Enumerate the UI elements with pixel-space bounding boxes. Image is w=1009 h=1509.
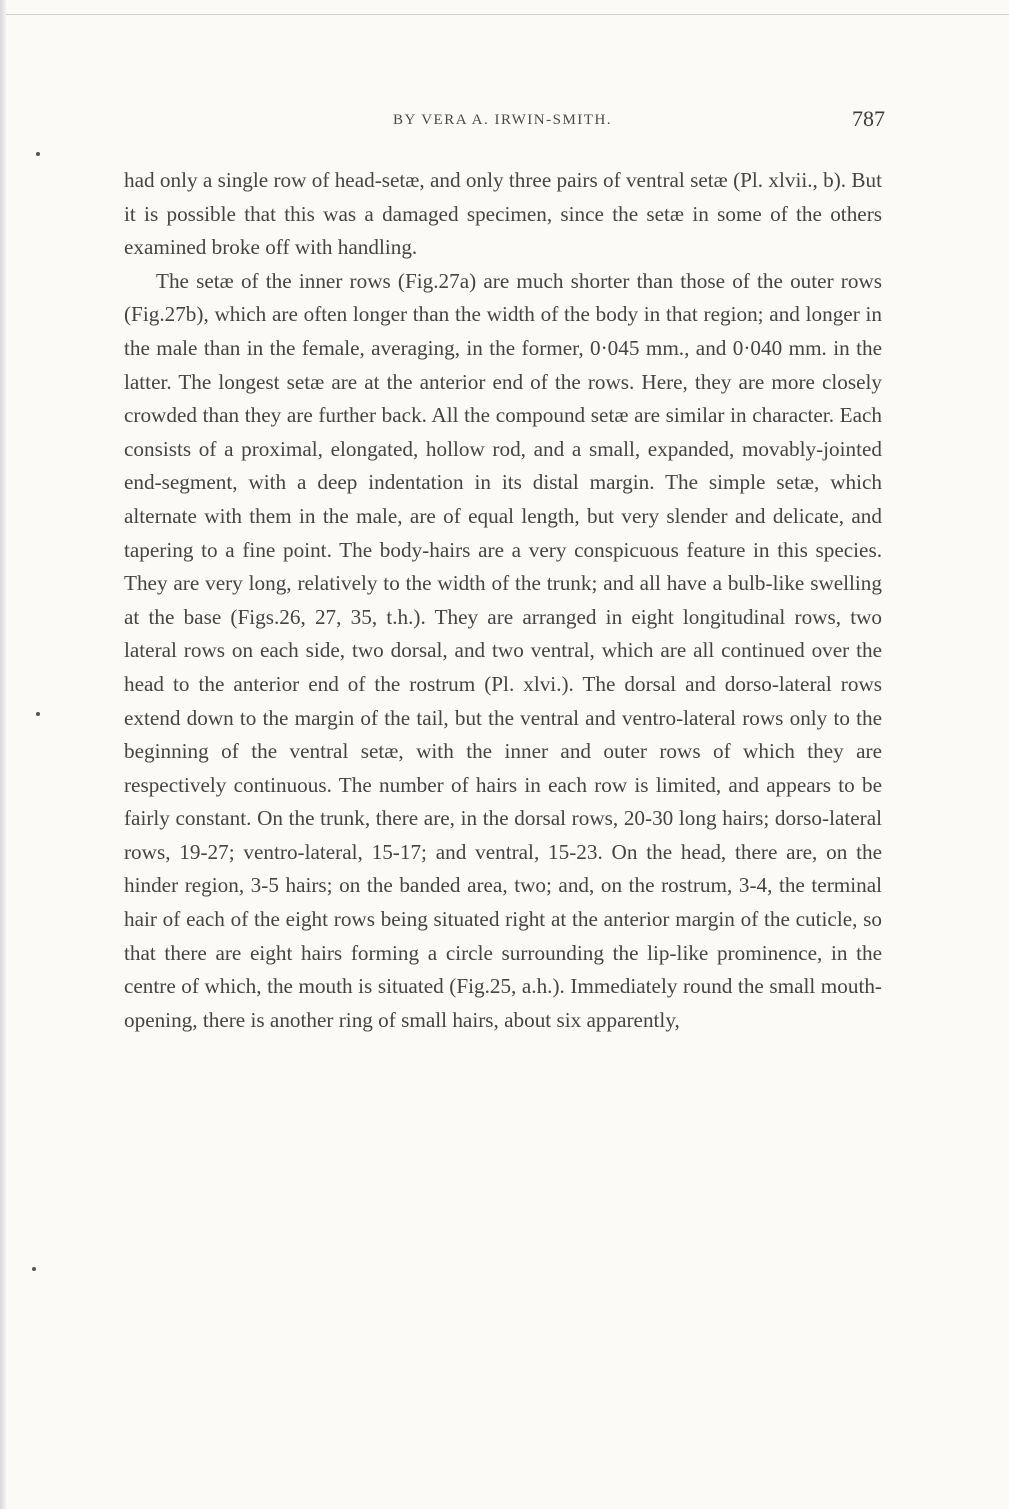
- paragraph-setae-description: The setæ of the inner rows (Fig.27a) are much shorter than those of the outer rows (Fig.27b), which are often longer than the width of the body in that region; and longer in the male than in the female, averaging, in the former, 0·045 mm., and 0·040 mm. in the latter. The longest setæ are at the anterior end of the rows. Here, they are more closely crowded than they are further back. All the compound setæ are similar in character. Each consists of a proximal, elongated, hollow rod, and a small, expanded, movably-jointed end-segment, with a deep indentation in its distal margin. The simple setæ, which alternate with them in the male, are of equal length, but very slender and delicate, and tapering to a fine point. The body-hairs are a very conspicuous feature in this species. They are very long, relatively to the width of the trunk; and all have a bulb-like swelling at the base (Figs.26, 27, 35, t.h.). They are arranged in eight longitudinal rows, two lateral rows on each side, two dorsal, and two ventral, which are all continued over the head to the anterior end of the rostrum (Pl. xlvi.). The dorsal and dorso-lateral rows extend down to the margin of the tail, but the ventral and ventro-lateral rows only to the beginning of the ventral setæ, with the inner and outer rows of which they are respectively continuous. The number of hairs in each row is limited, and appears to be fairly constant. On the trunk, there are, in the dorsal rows, 20-30 long hairs; dorso-lateral rows, 19-27; ventro-lateral, 15-17; and ventral, 15-23. On the head, there are, on the hinder region, 3-5 hairs; on the banded area, two; and, on the rostrum, 3-4, the terminal hair of each of the eight rows being situated right at the anterior margin of the cuticle, so that there are eight hairs forming a circle surrounding the lip-like prominence, in the centre of which, the mouth is situated (Fig.25, a.h.). Immediately round the small mouth-opening, there is another ring of small hairs, about six apparently,: [124, 268, 882, 1032]
- paragraph-continuation: had only a single row of head-setæ, and only three pairs of ventral setæ (Pl. xlvii., b). But it is possible that this was a damaged specimen, since the setæ in some of the others examined broke off with handling.: [124, 168, 882, 260]
- margin-speck: [32, 1267, 36, 1271]
- page-header: [120, 104, 885, 138]
- margin-speck: [36, 712, 40, 716]
- body-text: [124, 164, 882, 1037]
- page-number: 787: [852, 106, 885, 131]
- page-top-edge: [0, 0, 1009, 15]
- page-binding-edge: [0, 0, 6, 1509]
- margin-speck: [36, 152, 40, 156]
- running-head: BY VERA A. IRWIN-SMITH.: [392, 112, 613, 128]
